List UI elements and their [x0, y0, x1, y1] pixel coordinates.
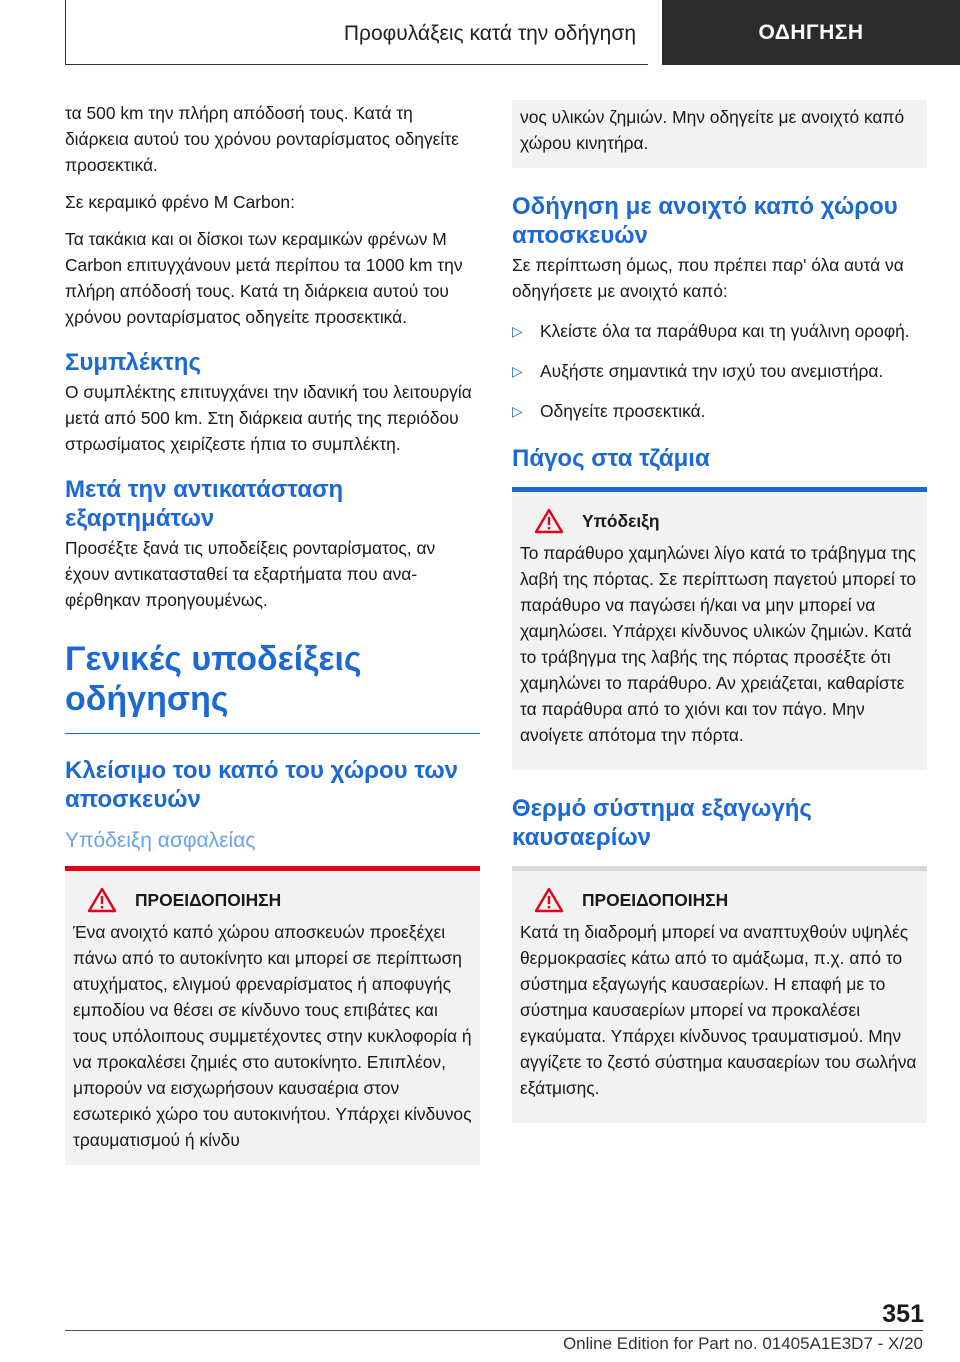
note-title: Υπόδειξη	[582, 510, 660, 531]
footer-edition: Online Edition for Part no. 01405A1E3D7 - X/20	[562, 1334, 923, 1353]
paragraph: Ο συμπλέκτης επιτυγχάνει την ιδανική του λειτουργία μετά από 500 km. Στη διάρκεια αυτής της περιόδου στρωσίματος χειρίζεστε ήπια το συμπλέκτη.	[65, 382, 472, 454]
steps-list	[512, 318, 927, 424]
warning-text: Ένα ανοιχτό καπό χώρου αποσκευών προεξέχει πάνω από το αυτοκίνητο και μπορεί σε περίπτωση ατυχήματος, ελιγμού φρεναρίσματος ή αποφυγής εμποδίου να θέσει σε κίνδυνο τους επιβάτες και τους υπόλοιπους συμμετέχοντες στην κυκλοφορία ή να προκαλέσει ζημιές στο αυτοκίνητο. Επιπλέον, μπορούν να εισχωρήσουν καυσαέρια στον εσωτερικό χώρο του αυτοκινήτου. Υπάρχει κίνδυνος τραυματισμού ή κίνδυ	[73, 922, 472, 1150]
triangle-bullet-icon: ▷	[512, 403, 523, 419]
paragraph: τα 500 km την πλήρη απόδοσή τους. Κατά τη διάρκεια αυτού του χρόνου ρονταρίσματος οδηγείτε προσεκτικά.	[65, 103, 459, 175]
warning-title: ΠΡΟΕΙΔΟΠΟΙΗΣΗ	[135, 889, 282, 910]
list-item	[512, 398, 927, 424]
triangle-bullet-icon: ▷	[512, 363, 523, 379]
heading-replacement: Μετά την αντικατάσταση εξαρτημάτων	[65, 476, 344, 532]
heading-safety-note: Υπόδειξη ασφαλείας	[65, 826, 480, 871]
heading-trunk-lid: Κλείσιμο του καπό του χώρου των αποσκευών	[65, 757, 458, 813]
heading-open-trunk: Οδήγηση με ανοιχτό καπό χώρου αποσκευών	[512, 193, 898, 249]
heading-clutch: Συμπλέκτης	[65, 349, 201, 376]
note-box	[512, 492, 927, 770]
paragraph: Σε κεραμικό φρένο M Carbon:	[65, 192, 295, 212]
warning-header	[520, 887, 919, 913]
paragraph: Σε περίπτωση όμως, που πρέπει παρ' όλα αυτά να οδηγήσετε με ανοιχτό καπό:	[512, 255, 904, 301]
heading-exhaust: Θερμό σύστημα εξαγωγής καυσαερίων	[512, 794, 927, 871]
list-item	[512, 358, 927, 384]
heading-general-driving: Γενικές υποδείξεις οδήγησης	[65, 639, 480, 734]
list-item-text: Κλείστε όλα τα παράθυρα και τη γυάλινη οροφή.	[540, 321, 910, 341]
warning-triangle-icon	[534, 887, 564, 913]
paragraph: Προσέξτε ξανά τις υποδείξεις ρονταρίσματος, αν έχουν αντικατασταθεί τα εξαρτήματα που αναφέρθηκαν προηγουμένως.	[65, 538, 436, 610]
warning-triangle-icon	[87, 887, 117, 913]
left-column	[65, 100, 480, 1165]
header-underline	[65, 64, 648, 65]
warning-box-continued	[512, 100, 927, 168]
chapter-label: ΟΔΗΓΗΣΗ	[662, 0, 960, 65]
list-item	[512, 318, 927, 344]
warning-text: Κατά τη διαδρομή μπορεί να αναπτυχθούν υψηλές θερμοκρασίες κάτω από το αμάξωμα, π.χ. από το σύστημα εξαγωγής καυσαερίων. Η επαφή με το σύστημα καυσαερίων μπορεί να προκαλέσει εγκαύματα. Υπάρχει κίνδυνος τραυματισμού. Μην αγγίζετε το ζεστό σύστημα καυσαερίων του σωλήνα εξάτμισης.	[520, 922, 917, 1098]
note-header	[520, 508, 919, 534]
triangle-bullet-icon: ▷	[512, 323, 523, 339]
heading-frost: Πάγος στα τζάμια	[512, 444, 927, 492]
list-item-text: Αυξήστε σημαντικά την ισχύ του ανεμιστήρα.	[540, 361, 884, 381]
warning-box	[65, 871, 480, 1165]
warning-title: ΠΡΟΕΙΔΟΠΟΙΗΣΗ	[582, 889, 729, 910]
warning-text: νος υλικών ζημιών. Μην οδηγείτε με ανοιχτό καπό χώρου κινητήρα.	[520, 107, 905, 153]
section-title: Προφυλάξεις κατά την οδήγηση	[343, 22, 636, 45]
paragraph: Τα τακάκια και οι δίσκοι των κεραμικών φρένων M Carbon επιτυγχάνουν μετά περίπου τα 1000 km την πλήρη απόδοσή τους. Κατά τη διάρκεια αυτού του χρόνου ρονταρίσματος οδηγείτε προσεκτικά.	[65, 229, 463, 327]
warning-box-exhaust	[512, 871, 927, 1123]
warning-triangle-icon	[534, 508, 564, 534]
list-item-text: Οδηγείτε προσεκτικά.	[540, 401, 706, 421]
footer-rule	[65, 1330, 923, 1331]
right-column	[512, 100, 927, 1123]
page-number: 351	[882, 1300, 924, 1328]
warning-header	[73, 887, 472, 913]
note-text: Το παράθυρο χαμηλώνει λίγο κατά το τράβηγμα της λαβή της πόρτας. Σε περίπτωση παγετού μπορεί το παράθυρο να παγώσει ή/και να μην μπορεί να χαμηλώσει. Υπάρχει κίνδυνος υλικών ζημιών. Κατά το τράβηγμα της λαβής της πόρτας προσέξτε ότι χαμηλώνει το παράθυρο. Αν χρειάζεται, καθαρίστε τα παράθυρα από το χιόνι και τον πάγο. Μην ανοίγετε απότομα την πόρτα.	[520, 543, 917, 745]
